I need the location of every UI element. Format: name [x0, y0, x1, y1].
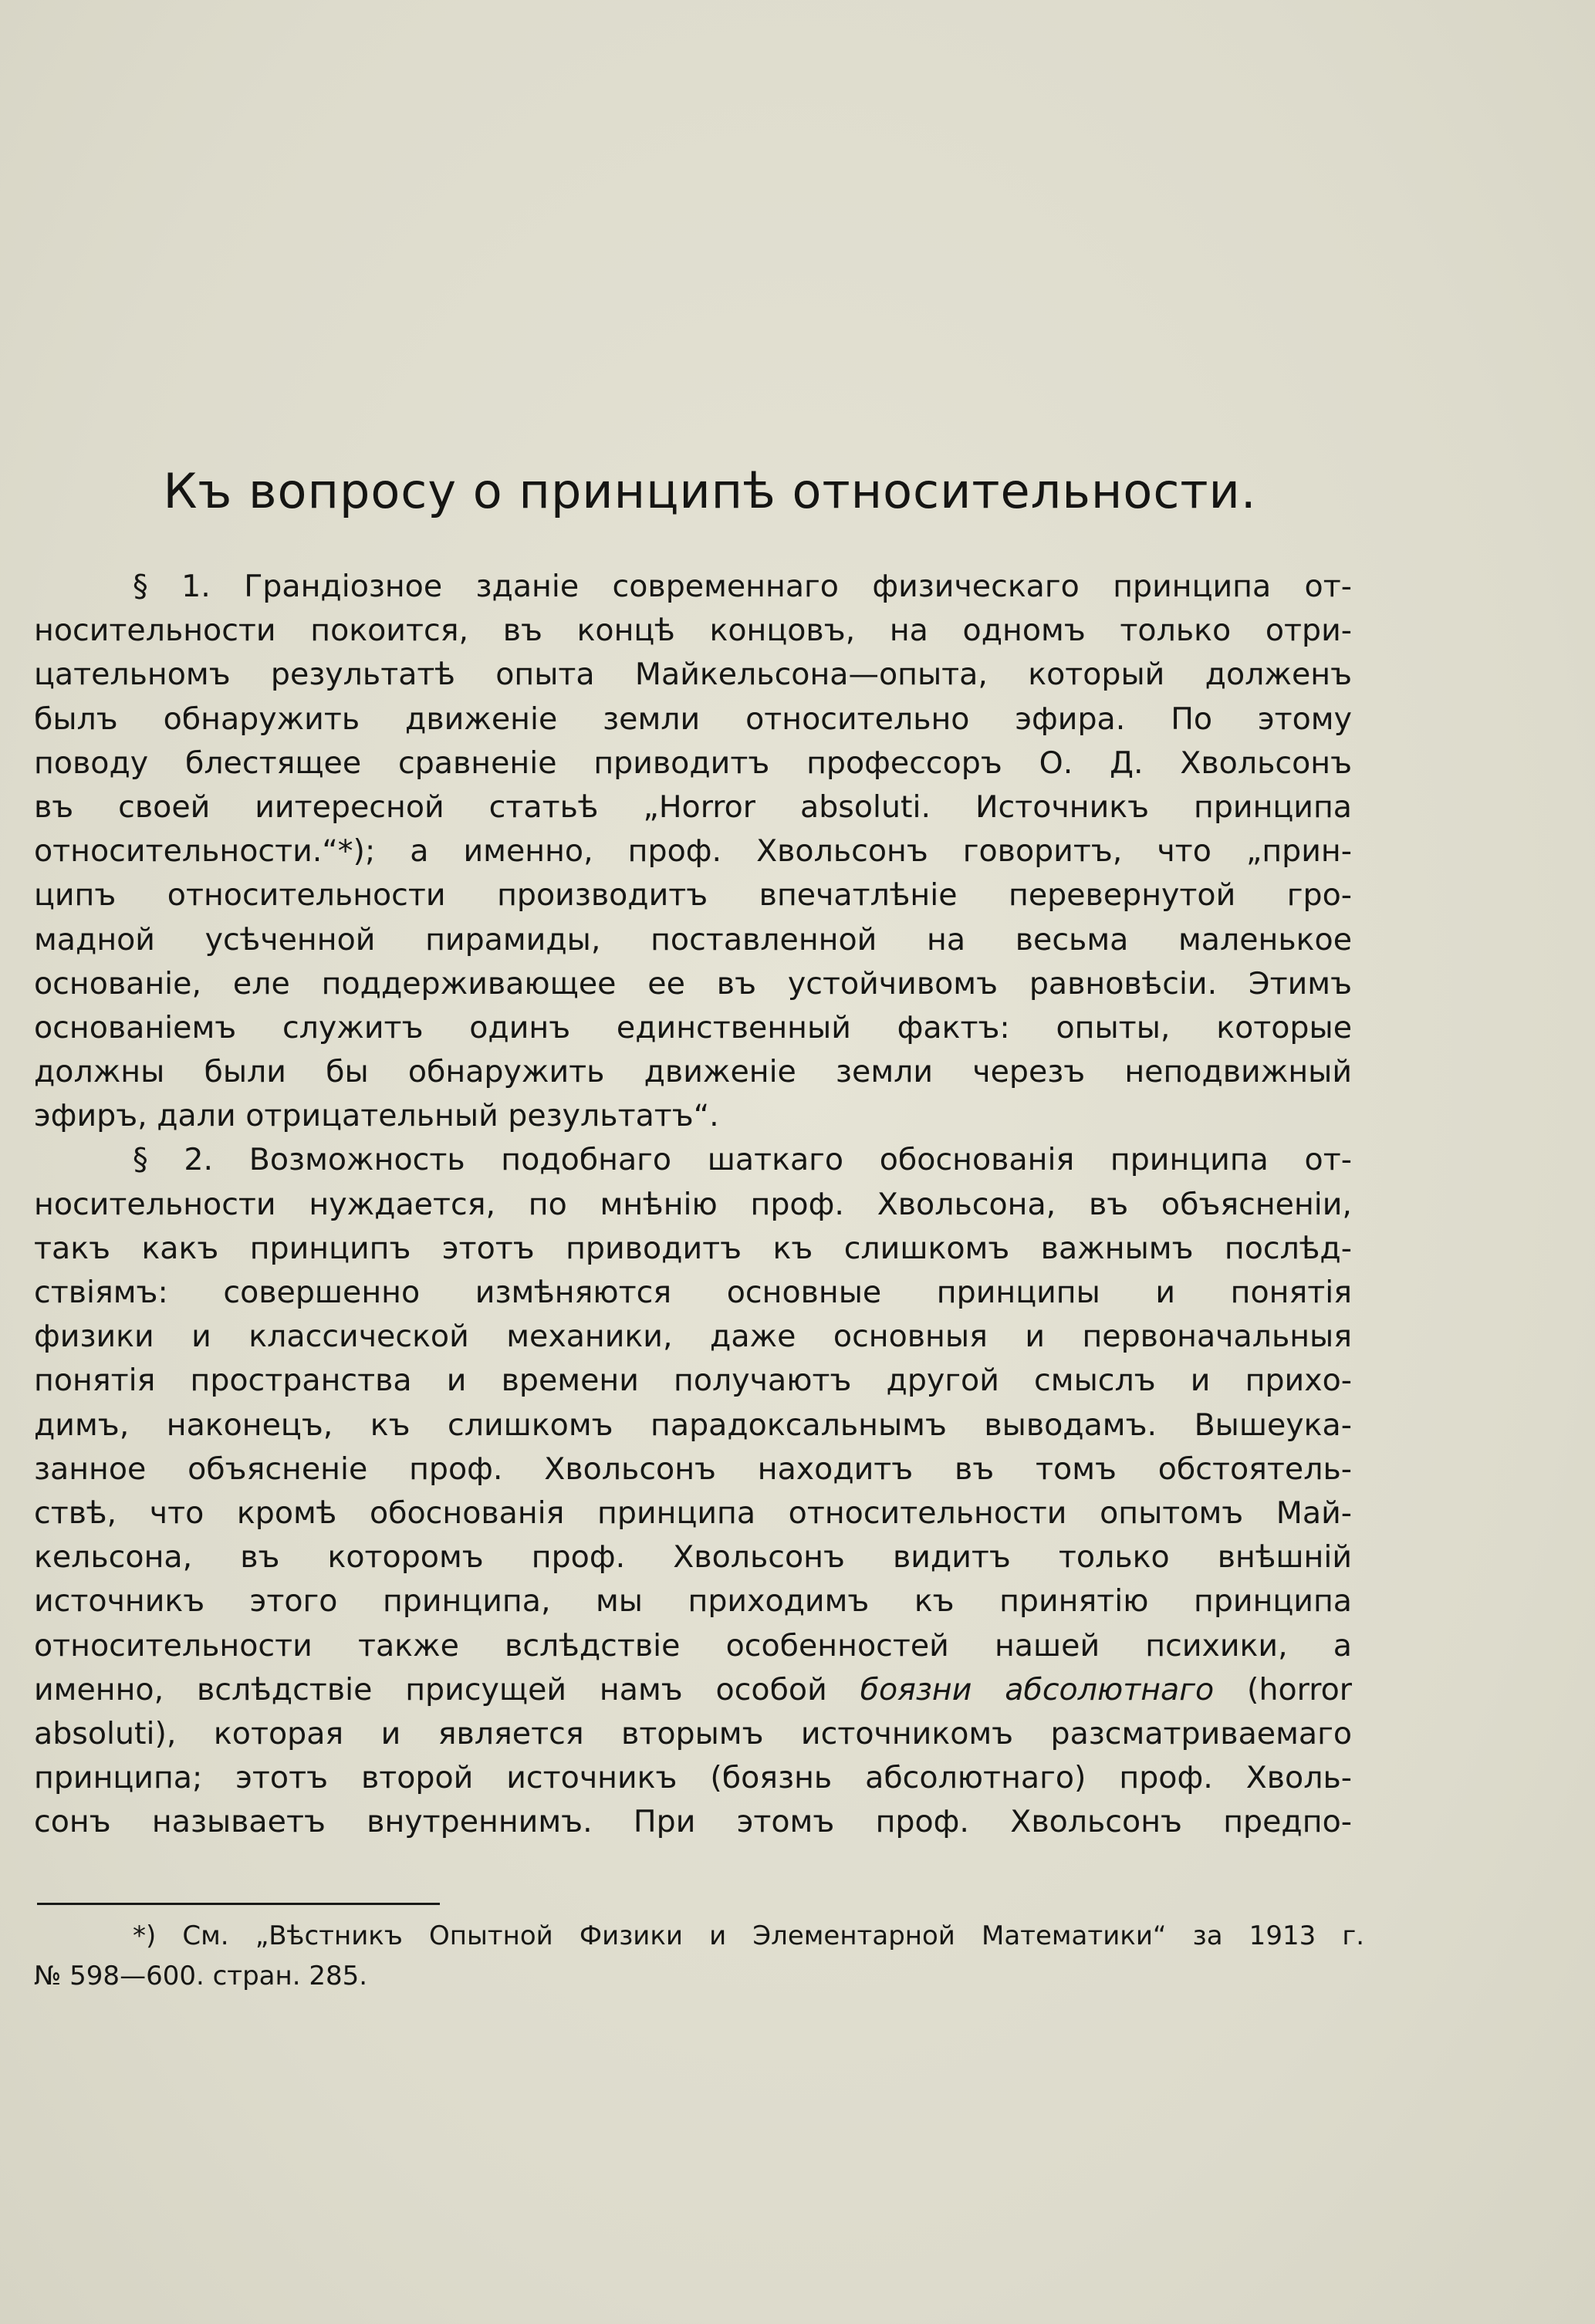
- text-line: [34, 1668, 1352, 1712]
- text-line: физики и классической механики, даже основныя и первоначальныя: [34, 1319, 1352, 1355]
- text-line: ствіямъ: совершенно измѣняются основные принципы и понятія: [34, 1275, 1352, 1310]
- paragraph-1: [34, 565, 1352, 1138]
- text-line: ципъ относительности производитъ впечатлѣніе перевернутой гро-: [34, 877, 1352, 914]
- footnote: [34, 1916, 1364, 1996]
- text-line: мадной усѣченной пирамиды, поставленной на весьма маленькое: [34, 921, 1352, 958]
- text-line: димъ, наконецъ, къ слишкомъ парадоксальнымъ выводамъ. Вышеука-: [34, 1407, 1352, 1443]
- text-line: основаніемъ служитъ одинъ единственный фактъ: опыты, которые: [34, 1009, 1352, 1045]
- text-line: § 2. Возможность подобнаго шаткаго обоснованія принципа от-: [133, 1142, 1352, 1178]
- text-line: относительности.“*); а именно, проф. Хвольсонъ говоритъ, что „прин-: [34, 833, 1352, 870]
- italic-phrase: боязни абсолютнаго: [860, 1671, 1215, 1708]
- footnote-line: *) См. „Вѣстникъ Опытной Физики и Элементарной Математики“ за 1913 г.: [133, 1920, 1364, 1951]
- text-segment: (horror: [1214, 1671, 1352, 1708]
- text-line: сонъ называетъ внутреннимъ. При этомъ проф. Хвольсонъ предпо-: [34, 1804, 1352, 1840]
- page-title: Къ вопросу о принципѣ относительности.: [163, 463, 1257, 519]
- text-line: принципа; этотъ второй источникъ (боязнь абсолютнаго) проф. Хволь-: [34, 1760, 1352, 1796]
- footnote-divider: [37, 1903, 440, 1905]
- text-line: носительности нуждается, по мнѣнію проф. Хвольсона, въ объясненіи,: [34, 1186, 1352, 1222]
- text-line: цательномъ результатѣ опыта Майкельсона—опыта, который долженъ: [34, 657, 1352, 693]
- footnote-line: № 598—600. стран. 285.: [34, 1961, 368, 1991]
- text-line: кельсона, въ которомъ проф. Хвольсонъ видитъ только внѣшній: [34, 1539, 1352, 1576]
- text-line: источникъ этого принципа, мы приходимъ къ принятію принципа: [34, 1583, 1352, 1620]
- body-text: [34, 565, 1352, 1844]
- text-line: ствѣ, что кромѣ обоснованія принципа относительности опытомъ Май-: [34, 1495, 1352, 1531]
- text-line: относительности также вслѣдствіе особенностей нашей психики, а: [34, 1627, 1352, 1664]
- text-line: былъ обнаружить движеніе земли относительно эфира. По этому: [34, 701, 1352, 737]
- paragraph-2: [34, 1138, 1352, 1844]
- text-line: въ своей иитересной статьѣ „Horror absoluti. Источникъ принципа: [34, 789, 1352, 825]
- text-line: занное объясненіе проф. Хвольсонъ находитъ въ томъ обстоятель-: [34, 1451, 1352, 1487]
- text-line: должны были бы обнаружить движеніе земли черезъ неподвижный: [34, 1054, 1352, 1090]
- text-line: такъ какъ принципъ этотъ приводитъ къ слишкомъ важнымъ послѣд-: [34, 1230, 1352, 1266]
- text-line: поводу блестящее сравненіе приводитъ профессоръ О. Д. Хвольсонъ: [34, 745, 1352, 781]
- text-line: носительности покоится, въ концѣ концовъ, на одномъ только отри-: [34, 613, 1352, 649]
- text-line: основаніе, еле поддерживающее ее въ устойчивомъ равновѣсіи. Этимъ: [34, 965, 1352, 1002]
- text-line: понятія пространства и времени получаютъ другой смыслъ и прихо-: [34, 1363, 1352, 1399]
- text-segment: именно, вслѣдствіе присущей намъ особой: [34, 1671, 860, 1708]
- text-line: absoluti), которая и является вторымъ источникомъ разсматриваемаго: [34, 1715, 1352, 1751]
- text-line: эфиръ, дали отрицательный результатъ“.: [34, 1098, 719, 1134]
- text-line: § 1. Грандіозное зданіе современнаго физическаго принципа от-: [133, 569, 1352, 604]
